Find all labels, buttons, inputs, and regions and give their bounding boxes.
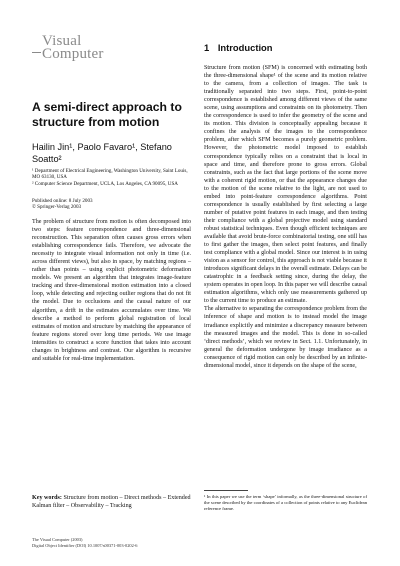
introduction-body bbox=[204, 64, 367, 370]
affiliation-1: ¹ Department of Electrical Engineering, Washington University, Saint Louis, MO 63130, USA bbox=[32, 168, 188, 181]
copyright: © Springer-Verlag 2003 bbox=[32, 204, 82, 211]
footnote-rule bbox=[204, 490, 248, 491]
publication-info bbox=[32, 198, 192, 211]
logo-bar bbox=[32, 52, 41, 53]
journal-doi: Digital Object Identifier (DOI) 10.1007/s00371-003-0202-6 bbox=[32, 542, 138, 548]
footnote: ¹ In this paper we use the term ‘shape’ informally, as the three-dimensional structure of the scene described by the coordinates of a collection of points relative to any Euclidean reference frame. bbox=[204, 494, 367, 512]
keywords bbox=[32, 494, 191, 510]
logo-word-visual: Visual bbox=[42, 33, 82, 49]
intro-paragraph-1: Structure from motion (SFM) is concerned with estimating both the three-dimensional shape¹ of the scene and its motion relative to the camera, from a collection of images. The task is traditionally separated into two steps. First, point-to-point correspondence is established among different views of the same scene, using assumptions and constraints on its photometry. Then the correspondence is used to infer the geometry of the scene and its motion. This division is conceptually appealing because it confines the analysis of the images to the correspondence problem, after which SFM becomes a purely geometric problem. However, the photometric model imposed to establish correspondence typically relies on a constraint that is local in space and time, and therefore prone to gross errors. Global constraints, such as the fact that large portions of the scene move with a coherent rigid motion, or that the appearance changes due to the motion of the scene relative to the light, are not used to embed into point-feature correspondence algorithms. Point correspondence is usually established by first selecting a large number of putative point features in each image, and then testing their compliance with a global projective model using standard robust statistical techniques. Even though efficient techniques are available that avoid brute-force combinatorial testing, one still has to first gather the images, then select point features, and finally test compliance with a global model. Since our interest is in using vision as a sensor for control, this approach is not viable because it introduces significant delays in the overall estimate. Delays can be catastrophic in a feedback setting since, during the delay, the system operates in open loop. In this paper we will describe causal estimation algorithms, which only use measurements gathered up to the current time to produce an estimate. bbox=[204, 65, 367, 305]
affiliation-2: ² Computer Science Department, UCLA, Los Angeles, CA 90095, USA bbox=[32, 180, 178, 187]
keywords-label: Key words: bbox=[32, 495, 62, 501]
abstract: The problem of structure from motion is often decomposed into two steps: feature correspondence and three-dimensional reconstruction. This separation often causes gross errors when establishing correspondence fails. Therefore, we advocate the necessity to integrate visual information not only in time (i.e. across different views), but also in space, by matching regions – rather than points – using explicit photometric deformation models. We present an algorithm that integrates image-feature tracking and three-dimensional motion estimation into a closed loop, while detecting and rejecting outlier regions that do not fit the model. Due to occlusions and the causal nature of our algorithm, a drift in the estimates accumulates over time. We describe a method to perform global registration of local estimates of motion and structure by matching the appearance of feature regions stored over long time periods. We use image intensities to construct a score function that takes into account changes in brightness and contrast. Our algorithm is recursive and suitable for real-time implementation. bbox=[32, 219, 191, 362]
section-title: Introduction bbox=[217, 42, 273, 53]
authors: Hailin Jin¹, Paolo Favaro¹, Stefano Soatto² bbox=[32, 142, 172, 164]
journal-name: The Visual Computer (2003) bbox=[32, 537, 83, 542]
affiliations bbox=[32, 168, 192, 187]
logo-word-computer: Computer bbox=[42, 46, 104, 62]
section-number: 1 bbox=[204, 42, 210, 53]
section-heading bbox=[204, 42, 273, 53]
published-date: Published online: 8 July 2003 bbox=[32, 198, 93, 204]
paper-title: A semi-direct approach to structure from motion bbox=[32, 100, 182, 129]
journal-info bbox=[32, 537, 232, 548]
intro-paragraph-2: The alternative to separating the correspondence problem from the inference of shape and motion is to instead model the image irradiance explicitly and minimize a discrepancy measure between the measured images and the model. This is done in so-called ‘direct methods’, which we review in Sect. 1.1. Unfortunately, in general the deformation undergone by image irradiance as a consequence of rigid motion can only be described by an infinite-dimensional model, since it depends on the shape of the scene, bbox=[204, 306, 367, 369]
journal-logo bbox=[32, 34, 124, 64]
keywords-text: Structure from motion – Direct methods – Extended Kalman filter – Observability – Tracking bbox=[32, 495, 191, 510]
